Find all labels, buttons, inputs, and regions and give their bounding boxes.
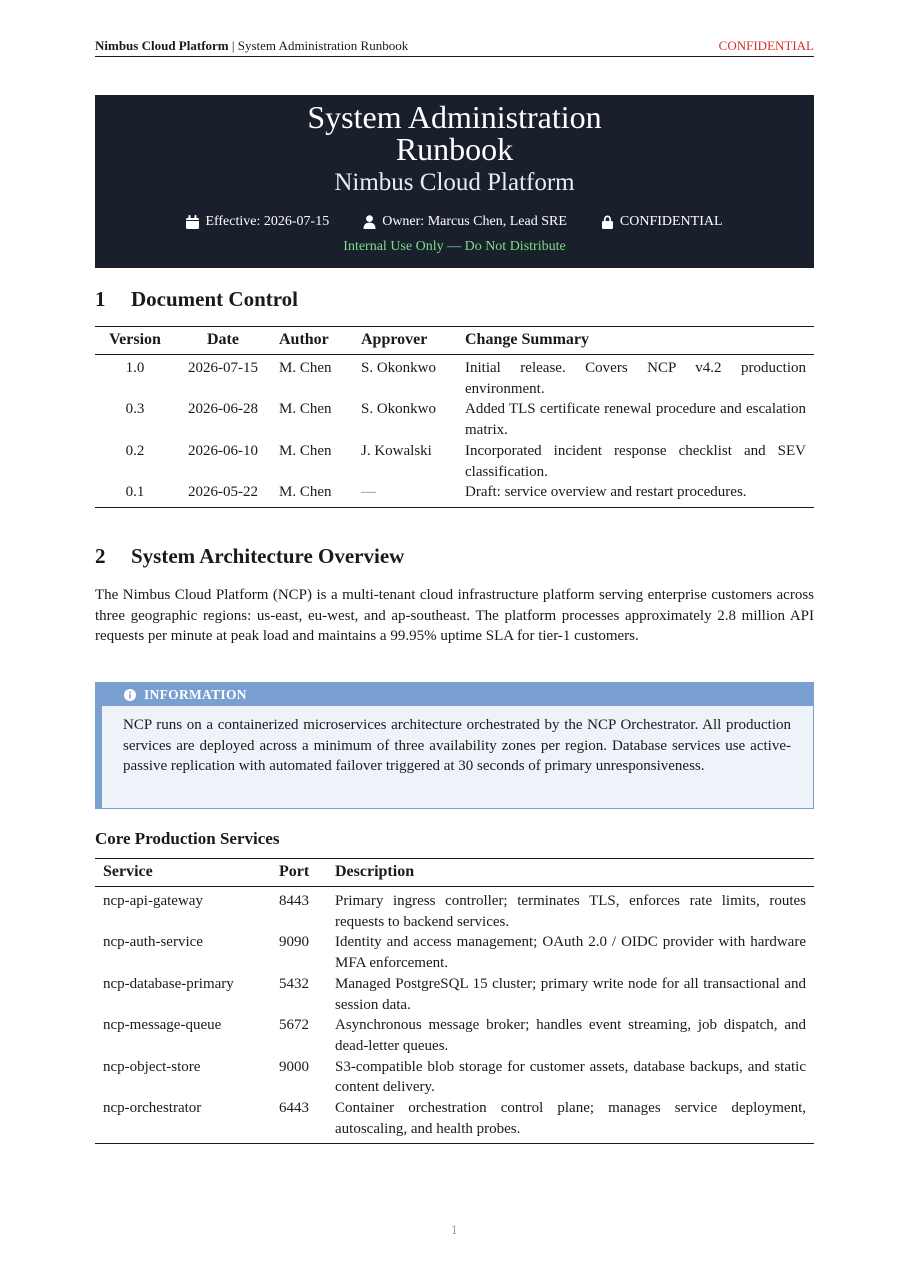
document-title bbox=[95, 101, 814, 165]
table-row bbox=[95, 1015, 814, 1056]
banner-meta bbox=[95, 214, 814, 230]
title-line-1: System Administration bbox=[307, 99, 602, 135]
description-cell: Container orchestration control plane; manages service deployment, autoscaling, and health probes. bbox=[335, 1100, 806, 1137]
table-row bbox=[95, 1057, 814, 1098]
port-cell: 5432 bbox=[279, 975, 309, 992]
column-header: Approver bbox=[353, 327, 457, 355]
header-classification: CONFIDENTIAL bbox=[718, 38, 814, 53]
service-name-cell: ncp-api-gateway bbox=[103, 893, 203, 909]
column-header: Author bbox=[271, 327, 353, 355]
callout-label: INFORMATION bbox=[144, 686, 247, 702]
title-line-2: Runbook bbox=[395, 131, 514, 167]
description-cell: Primary ingress controller; terminates TLS, enforces rate limits, routes requests to backend services. bbox=[335, 893, 806, 930]
column-header: Service bbox=[95, 859, 271, 887]
section-heading-document-control bbox=[95, 287, 298, 312]
column-header: Change Summary bbox=[457, 327, 814, 355]
table-row bbox=[95, 932, 814, 973]
table-header-row bbox=[95, 859, 814, 887]
header-separator: | bbox=[231, 38, 235, 53]
version-cell: 1.0 bbox=[125, 360, 145, 376]
column-header: Version bbox=[95, 327, 175, 355]
date-cell: 2026-07-15 bbox=[188, 360, 258, 376]
service-name-cell: ncp-message-queue bbox=[103, 1017, 222, 1034]
table-row bbox=[95, 441, 814, 482]
section-title: System Architecture Overview bbox=[131, 544, 405, 568]
callout-text: NCP runs on a containerized microservices architecture orchestrated by the NCP Orchestrator. All production services are deployed across a minimum of three availability zones per region. Database services use active-passive replication with automated failover triggered at 30 seconds of primary unresponsiveness. bbox=[123, 717, 791, 775]
approver-cell: S. Okonkwo bbox=[361, 401, 437, 418]
port-cell: 6443 bbox=[279, 1100, 309, 1117]
date-cell: 2026-05-22 bbox=[188, 484, 258, 501]
description-cell: Asynchronous message broker; handles event streaming, job dispatch, and dead-letter queues. bbox=[335, 1017, 806, 1054]
services-heading: Core Production Services bbox=[95, 829, 280, 848]
document-control-table bbox=[95, 326, 814, 508]
date-cell: 2026-06-28 bbox=[188, 401, 258, 418]
classification-badge bbox=[601, 214, 723, 230]
version-cell: 0.3 bbox=[125, 401, 145, 418]
calendar-icon bbox=[186, 215, 199, 229]
core-services-table bbox=[95, 858, 814, 1144]
port-cell: 8443 bbox=[279, 893, 309, 909]
approver-cell: J. Kowalski bbox=[361, 442, 432, 459]
column-header: Date bbox=[175, 327, 271, 355]
column-header: Port bbox=[271, 859, 327, 887]
summary-cell: Draft: service overview and restart procedures. bbox=[465, 484, 747, 501]
description-cell: S3-compatible blob storage for customer assets, database backups, and static content delivery. bbox=[335, 1058, 806, 1096]
approver-cell: S. Okonkwo bbox=[361, 360, 437, 376]
summary-cell: Initial release. Covers NCP v4.2 production environment. bbox=[465, 360, 806, 397]
effective-date-text: Effective: 2026-07-15 bbox=[205, 214, 330, 229]
service-name-cell: ncp-database-primary bbox=[103, 975, 234, 992]
port-cell: 9090 bbox=[279, 934, 309, 951]
summary-cell: Incorporated incident response checklist and SEV classification. bbox=[465, 442, 806, 480]
header-brand: Nimbus Cloud Platform bbox=[95, 38, 229, 53]
service-name-cell: ncp-orchestrator bbox=[103, 1100, 202, 1117]
lock-icon bbox=[601, 215, 614, 229]
summary-cell: Added TLS certificate renewal procedure and escalation matrix. bbox=[465, 401, 806, 439]
header-doc-name: System Administration Runbook bbox=[237, 38, 409, 53]
table-row bbox=[95, 399, 814, 440]
author-cell: M. Chen bbox=[279, 360, 332, 376]
callout-header bbox=[96, 683, 813, 706]
service-name-cell: ncp-object-store bbox=[103, 1058, 201, 1075]
page-number: 1 bbox=[451, 1224, 458, 1237]
info-icon bbox=[124, 689, 136, 701]
table-row bbox=[95, 887, 814, 933]
table-row bbox=[95, 482, 814, 507]
header-left bbox=[95, 38, 408, 54]
port-cell: 5672 bbox=[279, 1017, 309, 1034]
architecture-paragraph: The Nimbus Cloud Platform (NCP) is a multi-tenant cloud infrastructure platform serving enterprise customers across three geographic regions: us-east, eu-west, and ap-southeast. The platform processes approximately 2.8 million API requests per minute at peak load and maintains a 99.95% uptime SLA for tier-1 customers. bbox=[95, 587, 814, 645]
port-cell: 9000 bbox=[279, 1058, 309, 1075]
version-cell: 0.1 bbox=[125, 484, 145, 501]
author-cell: M. Chen bbox=[279, 401, 332, 418]
information-callout bbox=[95, 682, 814, 809]
service-name-cell: ncp-auth-service bbox=[103, 934, 203, 951]
version-cell: 0.2 bbox=[125, 442, 145, 459]
table-row bbox=[95, 1098, 814, 1144]
classification-text: CONFIDENTIAL bbox=[619, 214, 723, 229]
section-heading-architecture bbox=[95, 544, 404, 569]
document-page bbox=[95, 0, 814, 1287]
author-cell: M. Chen bbox=[279, 442, 332, 459]
description-cell: Managed PostgreSQL 15 cluster; primary write node for all transactional and session data. bbox=[335, 975, 806, 1013]
section-title: Document Control bbox=[131, 287, 299, 311]
user-icon bbox=[363, 215, 376, 229]
description-cell: Identity and access management; OAuth 2.0 / OIDC provider with hardware MFA enforcement. bbox=[335, 934, 806, 972]
table-row bbox=[95, 355, 814, 400]
owner-text: Owner: Marcus Chen, Lead SRE bbox=[382, 214, 567, 229]
approver-cell: — bbox=[361, 484, 376, 501]
author-cell: M. Chen bbox=[279, 484, 332, 501]
distribution-notice: Internal Use Only — Do Not Distribute bbox=[343, 239, 566, 254]
document-subtitle: Nimbus Cloud Platform bbox=[334, 169, 575, 196]
running-header bbox=[95, 38, 814, 57]
date-cell: 2026-06-10 bbox=[188, 442, 258, 459]
document-owner bbox=[363, 214, 567, 230]
table-row bbox=[95, 974, 814, 1015]
column-header: Description bbox=[327, 859, 814, 887]
title-banner bbox=[95, 95, 814, 268]
table-header-row bbox=[95, 327, 814, 355]
section-number: 2 bbox=[95, 544, 106, 568]
effective-date bbox=[186, 214, 329, 230]
section-number: 1 bbox=[95, 287, 106, 311]
